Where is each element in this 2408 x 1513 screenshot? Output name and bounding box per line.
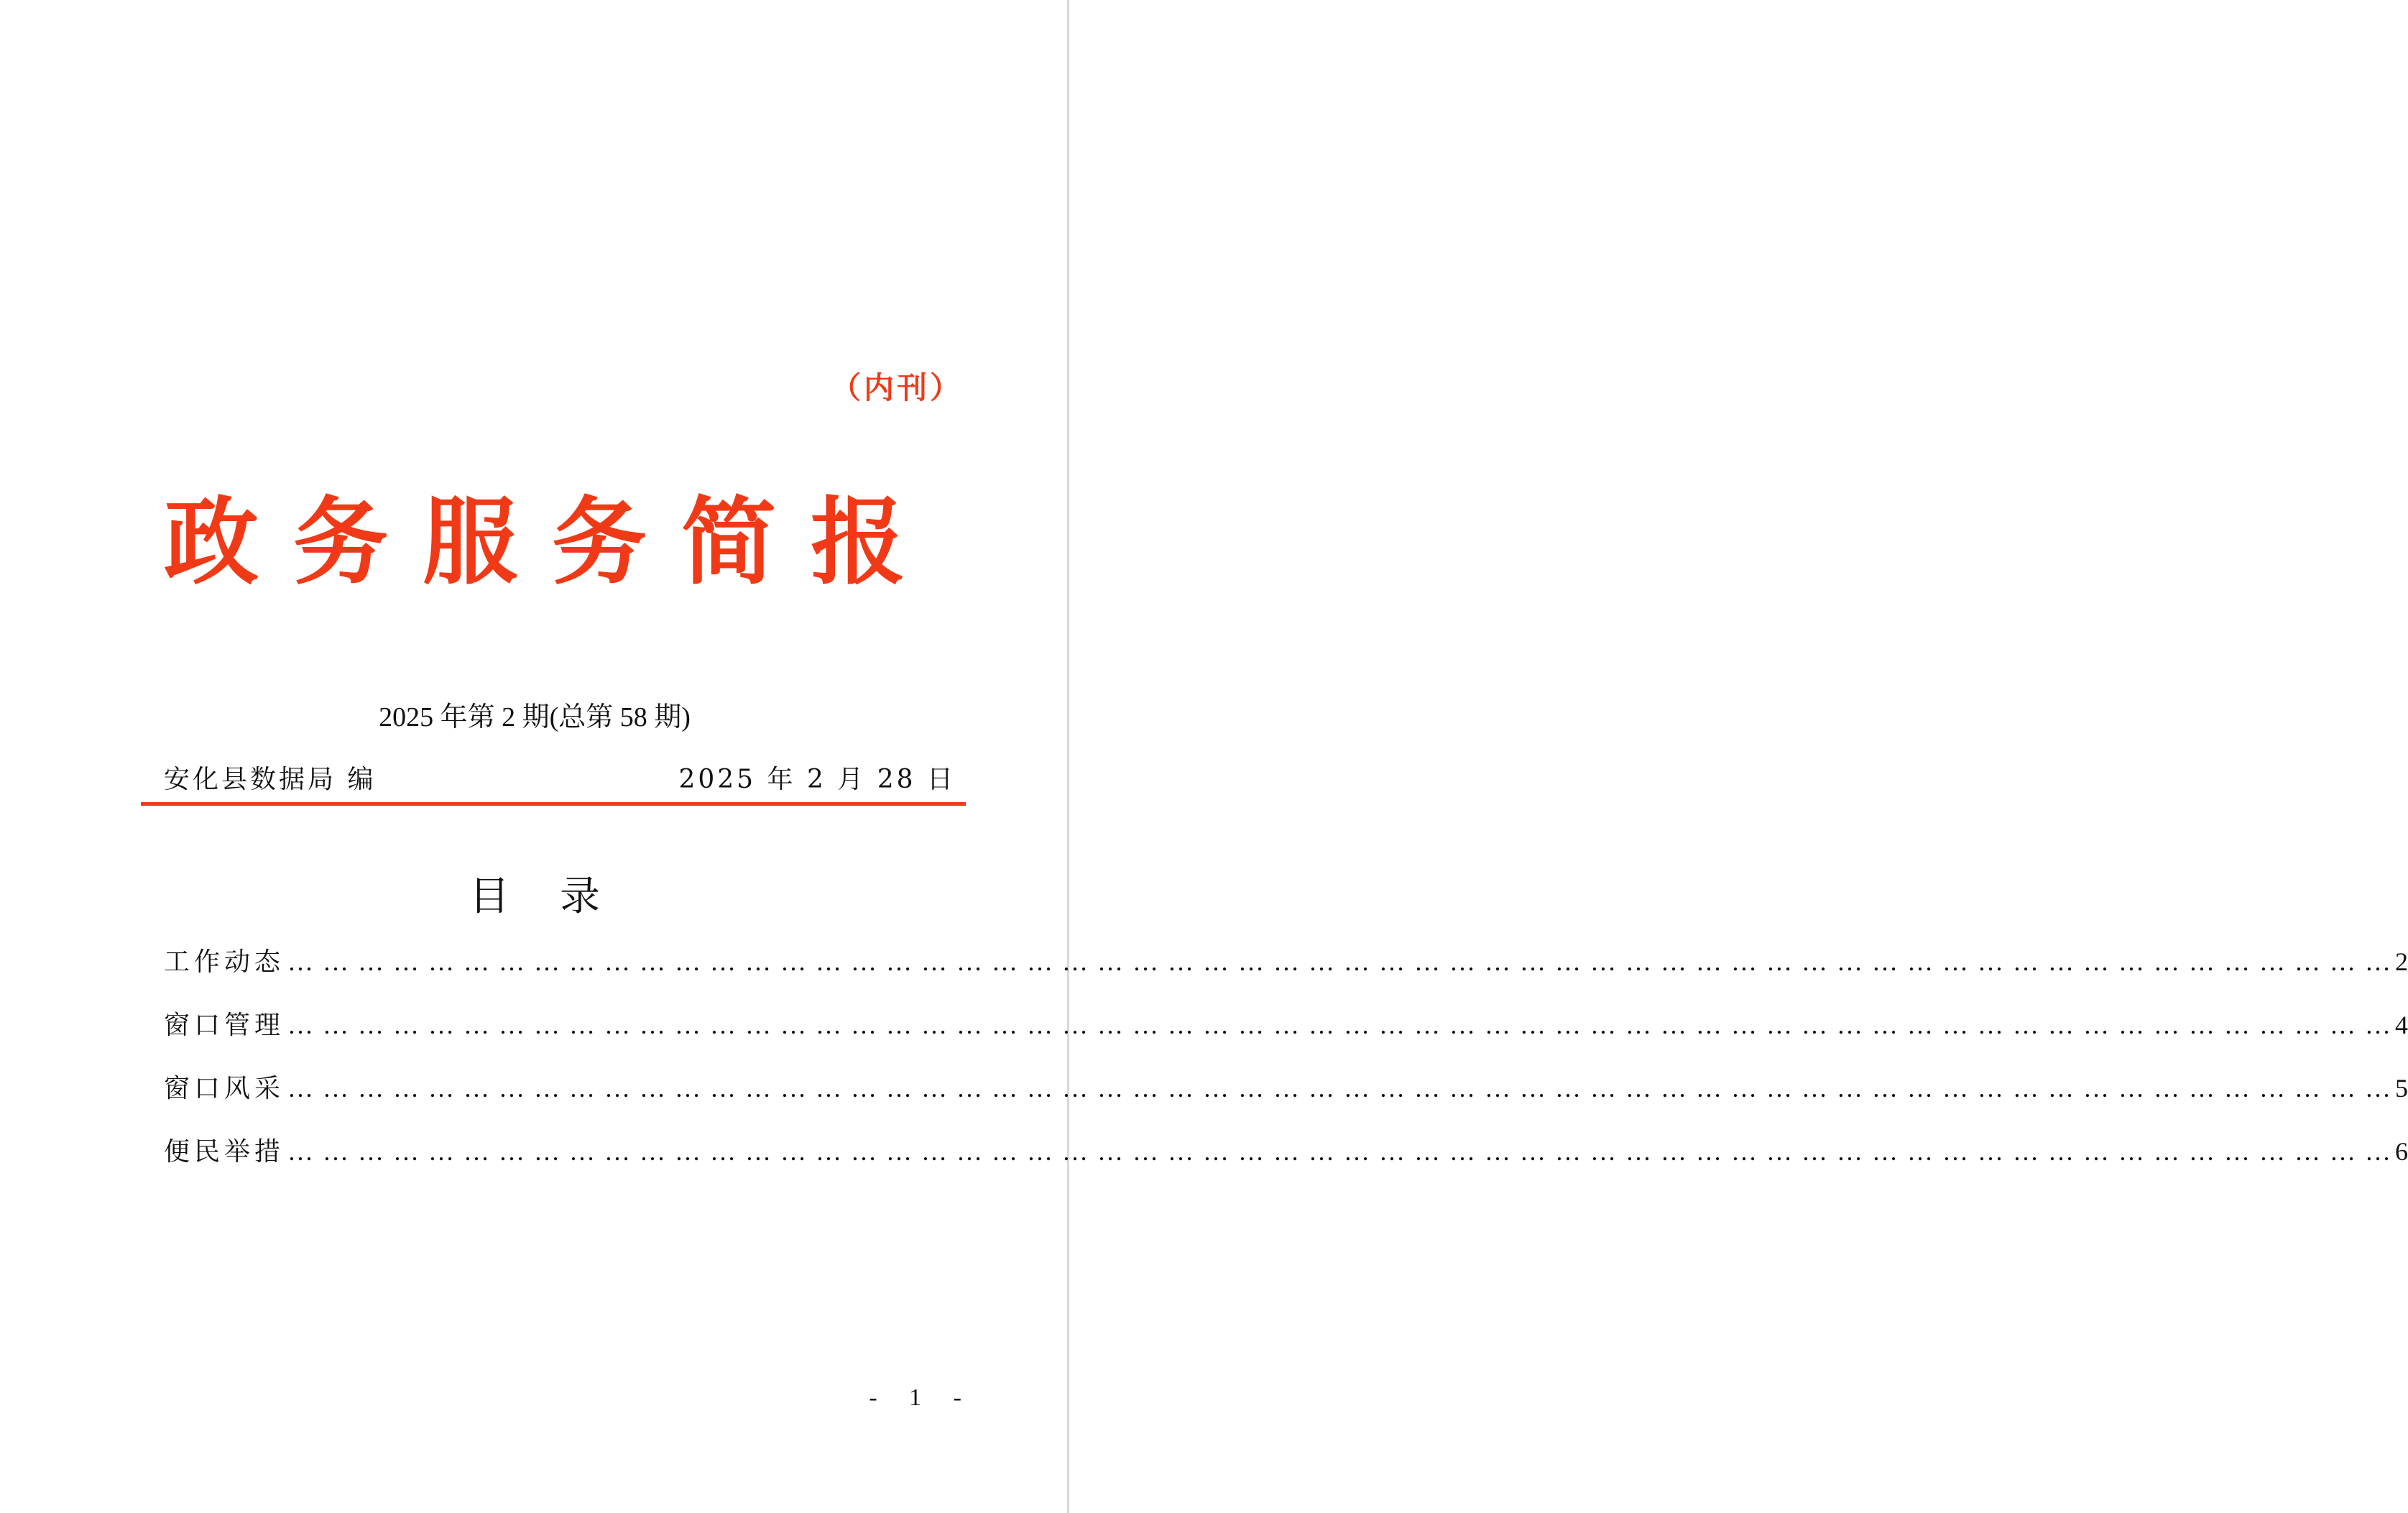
- toc-leader-dots: … … … … … … … … … … … … … … … … … … … … … … … … … … … … … … … … … … … … … … … … … … … … … … … … … … … … … … … … … … … …: [287, 1011, 2393, 1039]
- toc-title: 目录: [469, 873, 650, 920]
- publication-date: 2025 年 2 月 28 日: [678, 765, 956, 794]
- masthead-char: 服: [423, 487, 517, 598]
- toc-item[interactable]: [164, 1005, 2408, 1068]
- toc-item[interactable]: [164, 1068, 2408, 1131]
- toc-item-page: 5: [2395, 1074, 2408, 1103]
- toc-item[interactable]: [164, 1131, 2408, 1195]
- toc-leader-dots: … … … … … … … … … … … … … … … … … … … … … … … … … … … … … … … … … … … … … … … … … … … … … … … … … … … … … … … … … … … …: [287, 1074, 2393, 1103]
- toc-item-label: 窗口管理: [164, 1011, 285, 1040]
- toc-leader-dots: … … … … … … … … … … … … … … … … … … … … … … … … … … … … … … … … … … … … … … … … … … … … … … … … … … … … … … … … … … … …: [287, 947, 2393, 976]
- page-edge: [1067, 0, 1069, 1513]
- editor-label: 安化县数据局 编: [164, 765, 377, 794]
- masthead-char: 政: [164, 487, 259, 598]
- toc-item-label: 便民举措: [164, 1137, 285, 1167]
- page-number: - 1 -: [869, 1384, 974, 1411]
- masthead-char: 务: [293, 487, 388, 598]
- toc-leader-dots: … … … … … … … … … … … … … … … … … … … … … … … … … … … … … … … … … … … … … … … … … … … … … … … … … … … … … … … … … … … …: [287, 1137, 2393, 1166]
- masthead-char: 简: [681, 487, 776, 598]
- toc-item-label: 窗口风采: [164, 1074, 285, 1103]
- issue-line: 2025 年第 2 期(总第 58 期): [379, 702, 691, 732]
- toc-item-page: 6: [2395, 1137, 2408, 1166]
- internal-publication-tag: （内刊）: [830, 370, 963, 405]
- toc-item[interactable]: [164, 942, 2408, 1005]
- toc-item-page: 4: [2395, 1011, 2408, 1039]
- toc-item-label: 工作动态: [164, 947, 285, 977]
- masthead-char: 报: [811, 487, 905, 598]
- toc-item-page: 2: [2395, 947, 2408, 976]
- masthead-char: 务: [552, 487, 647, 598]
- table-of-contents: [164, 942, 2408, 1195]
- red-divider-line: [141, 802, 966, 806]
- publication-meta: [164, 760, 956, 799]
- masthead-title: [0, 489, 1069, 597]
